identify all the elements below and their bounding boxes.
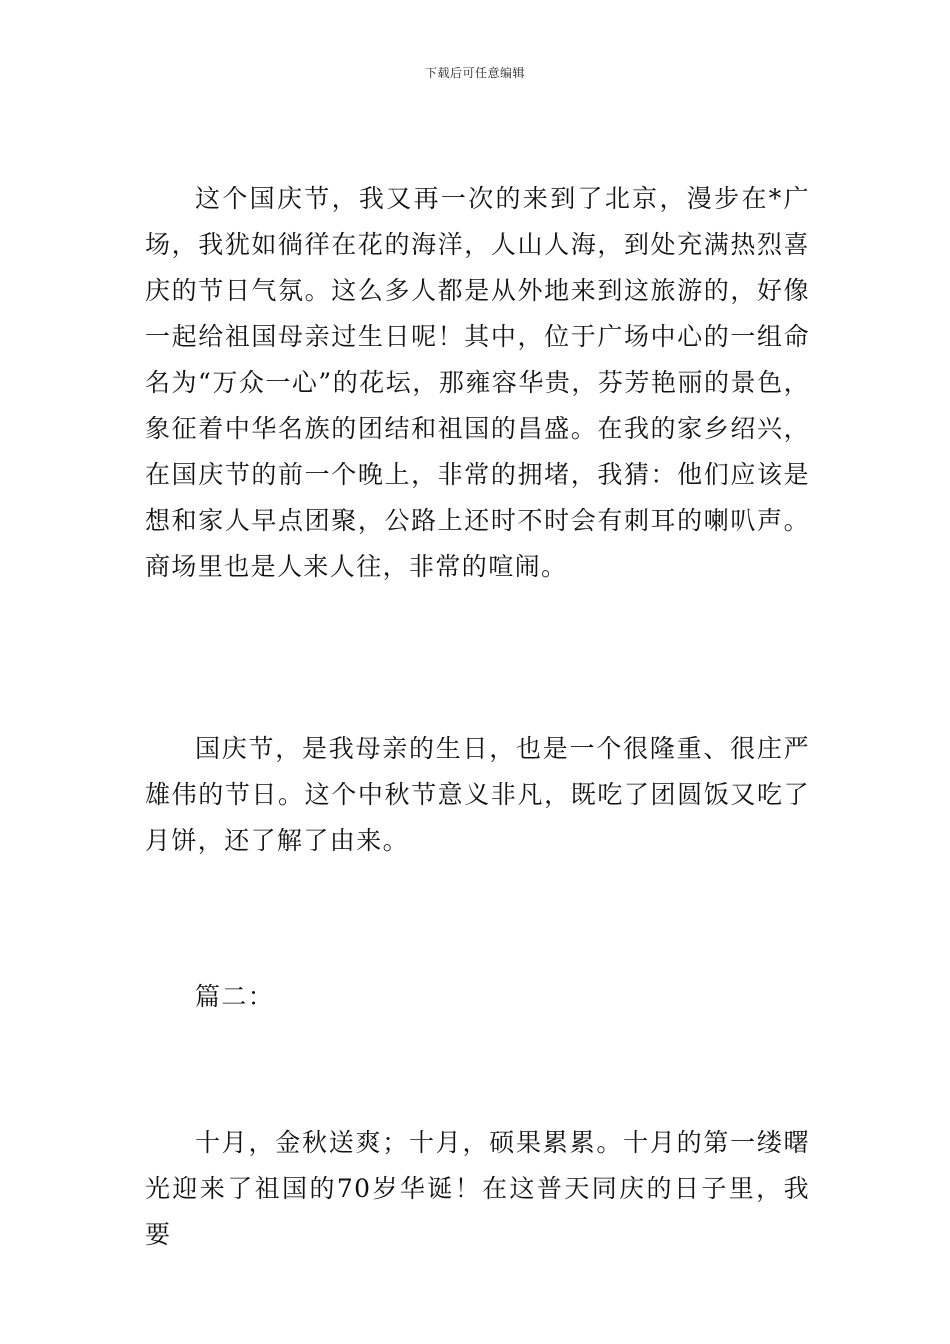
paragraph-mother-birthday: 国庆节，是我母亲的生日，也是一个很隆重、很庄严雄伟的节日。这个中秋节意义非凡，既吃了团圆饭又吃了月饼，还了解了由来。 (145, 734, 810, 855)
page-header: 下载后可任意编辑 (424, 66, 525, 80)
paragraph-october: 十月，金秋送爽；十月，硕果累累。十月的第一缕曙光迎来了祖国的70岁华诞！在这普天同庆的日子里，我要 (145, 1128, 810, 1249)
section-heading: 篇二： (195, 982, 275, 1011)
paragraph-national-day-beijing: 这个国庆节，我又再一次的来到了北京，漫步在*广场，我犹如徜徉在花的海洋，人山人海，到处充满热烈喜庆的节日气氛。这么多人都是从外地来到这旅游的，好像一起给祖国母亲过生日呢！其中，位于广场中心的一组命名为“万众一心”的花坛，那雍容华贵，芬芳艳丽的景色，象征着中华名族的团结和祖国的昌盛。在我的家乡绍兴，在国庆节的前一个晚上，非常的拥堵，我猜：他们应该是想和家人早点团聚，公路上还时不时会有刺耳的喇叭声。商场里也是人来人往，非常的喧闹。 (145, 184, 810, 581)
